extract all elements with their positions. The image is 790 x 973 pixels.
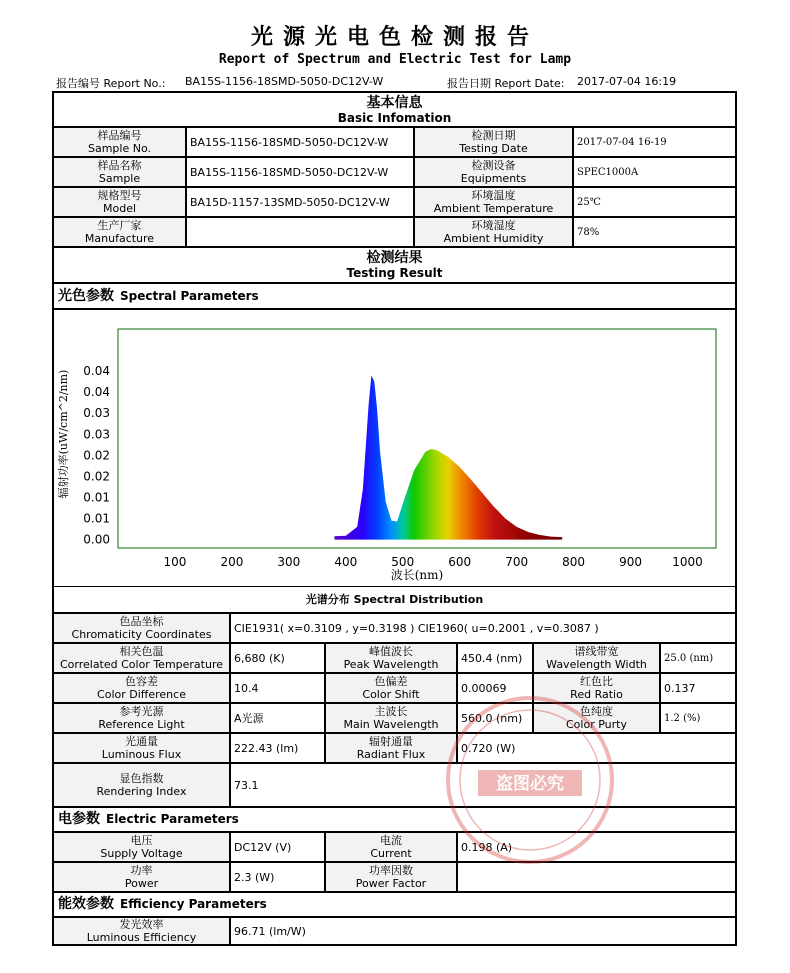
equipments-value: SPEC1000A	[573, 157, 736, 187]
spectral-band-en: Spectral Parameters	[120, 288, 259, 303]
sample-no-label: 样品编号 Sample No.	[53, 127, 186, 157]
luminous-efficiency-value: 96.71 (lm/W)	[230, 917, 736, 945]
chromaticity-label: 色品坐标 Chromaticity Coordinates	[53, 613, 230, 643]
x-tick-label: 800	[562, 555, 586, 569]
peak-wavelength-label: 峰值波长 Peak Wavelength	[325, 643, 457, 673]
rendering-index-label: 显色指数 Rendering Index	[53, 763, 230, 807]
main-wavelength-label: 主波长 Main Wavelength	[325, 703, 457, 733]
power-label: 功率 Power	[53, 862, 230, 892]
color-purity-label: 色纯度 Color Purty	[533, 703, 660, 733]
manufacture-value	[186, 217, 414, 247]
luminous-flux-value: 222.43 (lm)	[230, 733, 325, 763]
ambient-humidity-label: 环境湿度 Ambient Humidity	[414, 217, 573, 247]
equipments-label: 检测设备 Equipments	[414, 157, 573, 187]
report-title-cn: 光源光电色检测报告	[250, 24, 539, 50]
report-no-label: 报告编号 Report No.:	[56, 77, 166, 90]
report-date-label: 报告日期 Report Date:	[447, 77, 565, 90]
basic-info-title-en: Basic Infomation	[337, 110, 452, 125]
current-value: 0.198 (A)	[457, 832, 736, 862]
radiant-flux-value: 0.720 (W)	[457, 733, 736, 763]
test-date-label: 检测日期 Testing Date	[414, 127, 573, 157]
x-axis-label: 波长(nm)	[390, 568, 444, 582]
test-date-value: 2017-07-04 16-19	[573, 127, 736, 157]
color-shift-label: 色偏差 Color Shift	[325, 673, 457, 703]
red-ratio-value: 0.137	[660, 673, 736, 703]
y-tick-label: 0.02	[83, 469, 110, 484]
efficiency-band-en: Efficiency Parameters	[120, 897, 267, 911]
x-tick-label: 200	[220, 555, 244, 569]
stamp-text: 盗图必究	[496, 774, 564, 794]
color-difference-value: 10.4	[230, 673, 325, 703]
model-label: 规格型号 Model	[53, 187, 186, 217]
ambient-humidity-value: 78%	[573, 217, 736, 247]
x-tick-label: 300	[277, 555, 301, 569]
electric-band-cn: 电参数	[58, 811, 100, 827]
model-value: BA15D-1157-13SMD-5050-DC12V-W	[186, 187, 414, 217]
power-value: 2.3 (W)	[230, 862, 325, 892]
y-tick-label: 0.03	[83, 427, 110, 442]
x-tick-label: 100	[163, 555, 187, 569]
testing-result-header	[53, 247, 736, 283]
y-axis-label: 辐射功率(uW/cm^2/nm)	[57, 369, 70, 499]
sample-label: 样品名称 Sample	[53, 157, 186, 187]
red-ratio-label: 红色比 Red Ratio	[533, 673, 660, 703]
testing-result-title-en: Testing Result	[346, 266, 443, 280]
spectral-dist-en: Spectral Distribution	[353, 593, 484, 606]
spectral-parameters-band	[53, 283, 736, 309]
y-tick-label: 0.04	[83, 364, 110, 379]
supply-voltage-value: DC12V (V)	[230, 832, 325, 862]
x-tick-label: 600	[448, 555, 472, 569]
report-no: BA15S-1156-18SMD-5050-DC12V-W	[185, 75, 384, 88]
sample-no-value: BA15S-1156-18SMD-5050-DC12V-W	[186, 127, 414, 157]
y-tick-label: 0.04	[83, 385, 110, 400]
chromaticity-value: CIE1931( x=0.3109 , y=0.3198 ) CIE1960( u=0.2001 , v=0.3087 )	[230, 613, 736, 643]
power-factor-label: 功率因数 Power Factor	[325, 862, 457, 892]
basic-info-header	[53, 92, 736, 127]
color-purity-value: 1.2 (%)	[660, 703, 736, 733]
wavelength-width-label: 谱线带宽 Wavelength Width	[533, 643, 660, 673]
luminous-efficiency-label: 发光效率 Luminous Efficiency	[53, 917, 230, 945]
y-tick-label: 0.00	[83, 532, 110, 547]
current-label: 电流 Current	[325, 832, 457, 862]
testing-result-title-cn: 检测结果	[366, 250, 423, 266]
x-ticks	[163, 555, 702, 569]
spectral-distribution-band	[53, 586, 736, 613]
reference-light-value: A光源	[230, 703, 325, 733]
y-tick-label: 0.03	[83, 406, 110, 421]
y-tick-label: 0.01	[83, 490, 110, 505]
spectral-dist-cn: 光谱分布	[305, 593, 350, 606]
radiant-flux-label: 辐射通量 Radiant Flux	[325, 733, 457, 763]
x-tick-label: 500	[391, 555, 415, 569]
supply-voltage-label: 电压 Supply Voltage	[53, 832, 230, 862]
ambient-temp-label: 环境温度 Ambient Temperature	[414, 187, 573, 217]
ambient-temp-value: 25℃	[573, 187, 736, 217]
x-tick-label: 1000	[672, 555, 703, 569]
main-wavelength-value: 560.0 (nm)	[457, 703, 533, 733]
manufacture-label: 生产厂家 Manufacture	[53, 217, 186, 247]
efficiency-parameters-band	[53, 892, 736, 917]
basic-info-title-cn: 基本信息	[366, 94, 423, 111]
report-date: 2017-07-04 16:19	[577, 75, 677, 88]
color-difference-label: 色容差 Color Difference	[53, 673, 230, 703]
color-shift-value: 0.00069	[457, 673, 533, 703]
sample-value: BA15S-1156-18SMD-5050-DC12V-W	[186, 157, 414, 187]
rendering-index-value: 73.1	[230, 763, 736, 807]
y-ticks	[83, 364, 110, 546]
efficiency-band-cn: 能效参数	[58, 896, 114, 912]
electric-parameters-band	[53, 807, 736, 832]
electric-band-en: Electric Parameters	[106, 812, 239, 826]
x-tick-label: 700	[505, 555, 529, 569]
peak-wavelength-value: 450.4 (nm)	[457, 643, 533, 673]
cct-label: 相关色温 Correlated Color Temperature	[53, 643, 230, 673]
x-tick-label: 400	[334, 555, 358, 569]
spectral-band-cn: 光色参数	[58, 287, 114, 304]
y-tick-label: 0.02	[83, 448, 110, 463]
reference-light-label: 参考光源 Reference Light	[53, 703, 230, 733]
watermark-stamp	[440, 690, 620, 870]
cct-value: 6,680 (K)	[230, 643, 325, 673]
report-title-en: Report of Spectrum and Electric Test for Lamp	[218, 52, 572, 67]
y-tick-label: 0.01	[83, 511, 110, 526]
x-tick-label: 900	[619, 555, 643, 569]
spectrum-chart	[53, 309, 736, 613]
wavelength-width-value: 25.0 (nm)	[660, 643, 736, 673]
luminous-flux-label: 光通量 Luminous Flux	[53, 733, 230, 763]
